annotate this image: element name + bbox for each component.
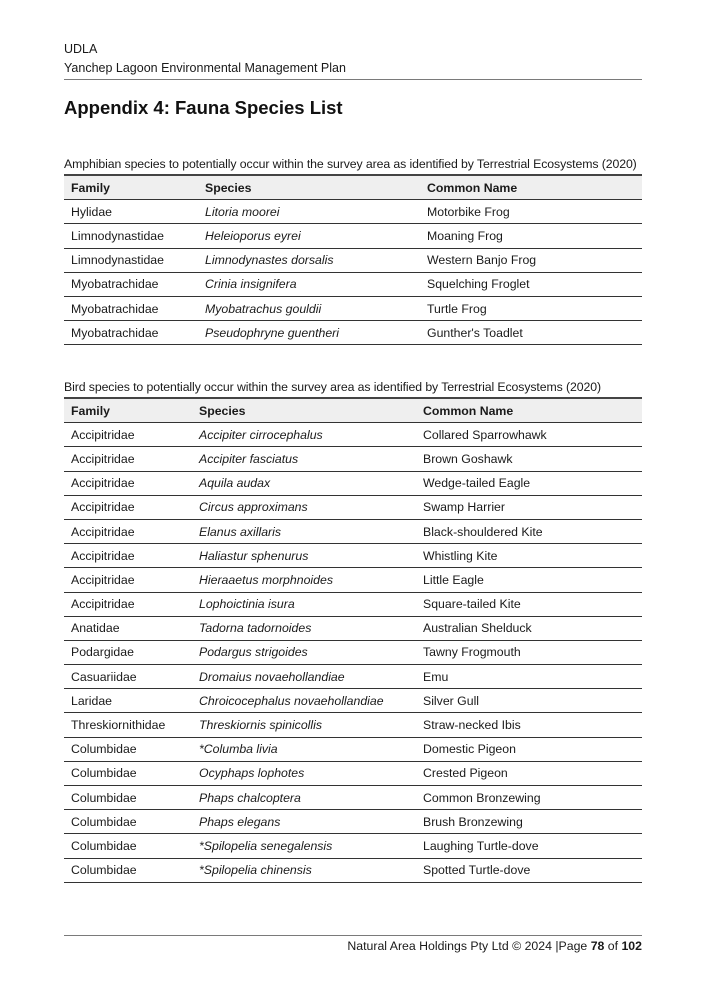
common-name-cell: Domestic Pigeon bbox=[416, 737, 642, 761]
common-name-cell: Crested Pigeon bbox=[416, 761, 642, 785]
table-header-row bbox=[64, 175, 642, 200]
column-header-species: Species bbox=[198, 175, 420, 200]
common-name-cell: Swamp Harrier bbox=[416, 495, 642, 519]
family-cell: Limnodynastidae bbox=[64, 224, 198, 248]
page-header bbox=[64, 40, 642, 80]
table-row bbox=[64, 665, 642, 689]
column-header-species: Species bbox=[192, 398, 416, 423]
species-cell: Pseudophryne guentheri bbox=[198, 321, 420, 345]
table-row bbox=[64, 471, 642, 495]
species-cell: Chroicocephalus novaehollandiae bbox=[192, 689, 416, 713]
table-row bbox=[64, 321, 642, 345]
header-org: UDLA bbox=[64, 42, 98, 56]
family-cell: Accipitridae bbox=[64, 519, 192, 543]
common-name-cell: Australian Shelduck bbox=[416, 616, 642, 640]
bird-table-caption: Bird species to potentially occur within the survey area as identified by Terrestrial Ecosystems (2020) bbox=[64, 380, 601, 394]
table-row bbox=[64, 786, 642, 810]
table-row bbox=[64, 640, 642, 664]
common-name-cell: Brush Bronzewing bbox=[416, 810, 642, 834]
family-cell: Columbidae bbox=[64, 834, 192, 858]
family-cell: Accipitridae bbox=[64, 592, 192, 616]
common-name-cell: Gunther's Toadlet bbox=[420, 321, 642, 345]
family-cell: Accipitridae bbox=[64, 544, 192, 568]
species-cell: *Spilopelia chinensis bbox=[192, 858, 416, 882]
family-cell: Myobatrachidae bbox=[64, 321, 198, 345]
species-cell: Litoria moorei bbox=[198, 200, 420, 224]
table-row bbox=[64, 224, 642, 248]
footer-of: of bbox=[604, 939, 622, 953]
species-cell: Accipiter cirrocephalus bbox=[192, 423, 416, 447]
family-cell: Anatidae bbox=[64, 616, 192, 640]
species-cell: Myobatrachus gouldii bbox=[198, 296, 420, 320]
column-header-family: Family bbox=[64, 175, 198, 200]
species-cell: *Spilopelia senegalensis bbox=[192, 834, 416, 858]
species-cell: Accipiter fasciatus bbox=[192, 447, 416, 471]
common-name-cell: Wedge-tailed Eagle bbox=[416, 471, 642, 495]
family-cell: Columbidae bbox=[64, 786, 192, 810]
common-name-cell: Squelching Froglet bbox=[420, 272, 642, 296]
species-cell: Elanus axillaris bbox=[192, 519, 416, 543]
footer-copyright: Natural Area Holdings Pty Ltd © 2024 |Page bbox=[347, 939, 591, 953]
common-name-cell: Moaning Frog bbox=[420, 224, 642, 248]
species-cell: Ocyphaps lophotes bbox=[192, 761, 416, 785]
family-cell: Casuariidae bbox=[64, 665, 192, 689]
footer-page-number: 78 bbox=[590, 939, 605, 953]
header-document-title: Yanchep Lagoon Environmental Management Plan bbox=[64, 61, 346, 75]
table-row bbox=[64, 761, 642, 785]
table-row bbox=[64, 616, 642, 640]
table-row bbox=[64, 200, 642, 224]
table-row bbox=[64, 858, 642, 882]
family-cell: Threskiornithidae bbox=[64, 713, 192, 737]
species-cell: *Columba livia bbox=[192, 737, 416, 761]
table-header-row bbox=[64, 398, 642, 423]
family-cell: Accipitridae bbox=[64, 447, 192, 471]
common-name-cell: Spotted Turtle-dove bbox=[416, 858, 642, 882]
table-row bbox=[64, 495, 642, 519]
family-cell: Columbidae bbox=[64, 858, 192, 882]
table-row bbox=[64, 248, 642, 272]
species-cell: Tadorna tadornoides bbox=[192, 616, 416, 640]
amphibian-table-caption: Amphibian species to potentially occur within the survey area as identified by Terrestrial Ecosystems (2020) bbox=[64, 157, 637, 171]
common-name-cell: Western Banjo Frog bbox=[420, 248, 642, 272]
table-row bbox=[64, 296, 642, 320]
common-name-cell: Black-shouldered Kite bbox=[416, 519, 642, 543]
common-name-cell: Common Bronzewing bbox=[416, 786, 642, 810]
table-row bbox=[64, 592, 642, 616]
common-name-cell: Tawny Frogmouth bbox=[416, 640, 642, 664]
table-row bbox=[64, 568, 642, 592]
family-cell: Podargidae bbox=[64, 640, 192, 664]
family-cell: Accipitridae bbox=[64, 471, 192, 495]
species-cell: Hieraaetus morphnoides bbox=[192, 568, 416, 592]
family-cell: Myobatrachidae bbox=[64, 272, 198, 296]
species-cell: Crinia insignifera bbox=[198, 272, 420, 296]
table-row bbox=[64, 713, 642, 737]
amphibian-species-table bbox=[64, 174, 642, 345]
species-cell: Dromaius novaehollandiae bbox=[192, 665, 416, 689]
common-name-cell: Turtle Frog bbox=[420, 296, 642, 320]
page-footer bbox=[64, 935, 642, 953]
table-row bbox=[64, 423, 642, 447]
common-name-cell: Whistling Kite bbox=[416, 544, 642, 568]
species-cell: Heleioporus eyrei bbox=[198, 224, 420, 248]
table-row bbox=[64, 272, 642, 296]
common-name-cell: Laughing Turtle-dove bbox=[416, 834, 642, 858]
table-row bbox=[64, 737, 642, 761]
family-cell: Accipitridae bbox=[64, 568, 192, 592]
table-row bbox=[64, 834, 642, 858]
common-name-cell: Silver Gull bbox=[416, 689, 642, 713]
species-cell: Phaps chalcoptera bbox=[192, 786, 416, 810]
common-name-cell: Collared Sparrowhawk bbox=[416, 423, 642, 447]
family-cell: Laridae bbox=[64, 689, 192, 713]
column-header-family: Family bbox=[64, 398, 192, 423]
common-name-cell: Little Eagle bbox=[416, 568, 642, 592]
table-row bbox=[64, 689, 642, 713]
table-row bbox=[64, 810, 642, 834]
page-title: Appendix 4: Fauna Species List bbox=[64, 97, 343, 118]
common-name-cell: Emu bbox=[416, 665, 642, 689]
family-cell: Columbidae bbox=[64, 810, 192, 834]
bird-species-table bbox=[64, 397, 642, 883]
table-row bbox=[64, 447, 642, 471]
species-cell: Lophoictinia isura bbox=[192, 592, 416, 616]
common-name-cell: Straw-necked Ibis bbox=[416, 713, 642, 737]
family-cell: Limnodynastidae bbox=[64, 248, 198, 272]
column-header-common-name: Common Name bbox=[416, 398, 642, 423]
footer-page-total: 102 bbox=[621, 939, 642, 953]
common-name-cell: Motorbike Frog bbox=[420, 200, 642, 224]
common-name-cell: Square-tailed Kite bbox=[416, 592, 642, 616]
species-cell: Phaps elegans bbox=[192, 810, 416, 834]
species-cell: Haliastur sphenurus bbox=[192, 544, 416, 568]
table-row bbox=[64, 519, 642, 543]
family-cell: Columbidae bbox=[64, 737, 192, 761]
species-cell: Limnodynastes dorsalis bbox=[198, 248, 420, 272]
common-name-cell: Brown Goshawk bbox=[416, 447, 642, 471]
species-cell: Aquila audax bbox=[192, 471, 416, 495]
species-cell: Podargus strigoides bbox=[192, 640, 416, 664]
family-cell: Accipitridae bbox=[64, 423, 192, 447]
column-header-common-name: Common Name bbox=[420, 175, 642, 200]
species-cell: Circus approximans bbox=[192, 495, 416, 519]
family-cell: Accipitridae bbox=[64, 495, 192, 519]
species-cell: Threskiornis spinicollis bbox=[192, 713, 416, 737]
family-cell: Myobatrachidae bbox=[64, 296, 198, 320]
family-cell: Hylidae bbox=[64, 200, 198, 224]
family-cell: Columbidae bbox=[64, 761, 192, 785]
table-row bbox=[64, 544, 642, 568]
